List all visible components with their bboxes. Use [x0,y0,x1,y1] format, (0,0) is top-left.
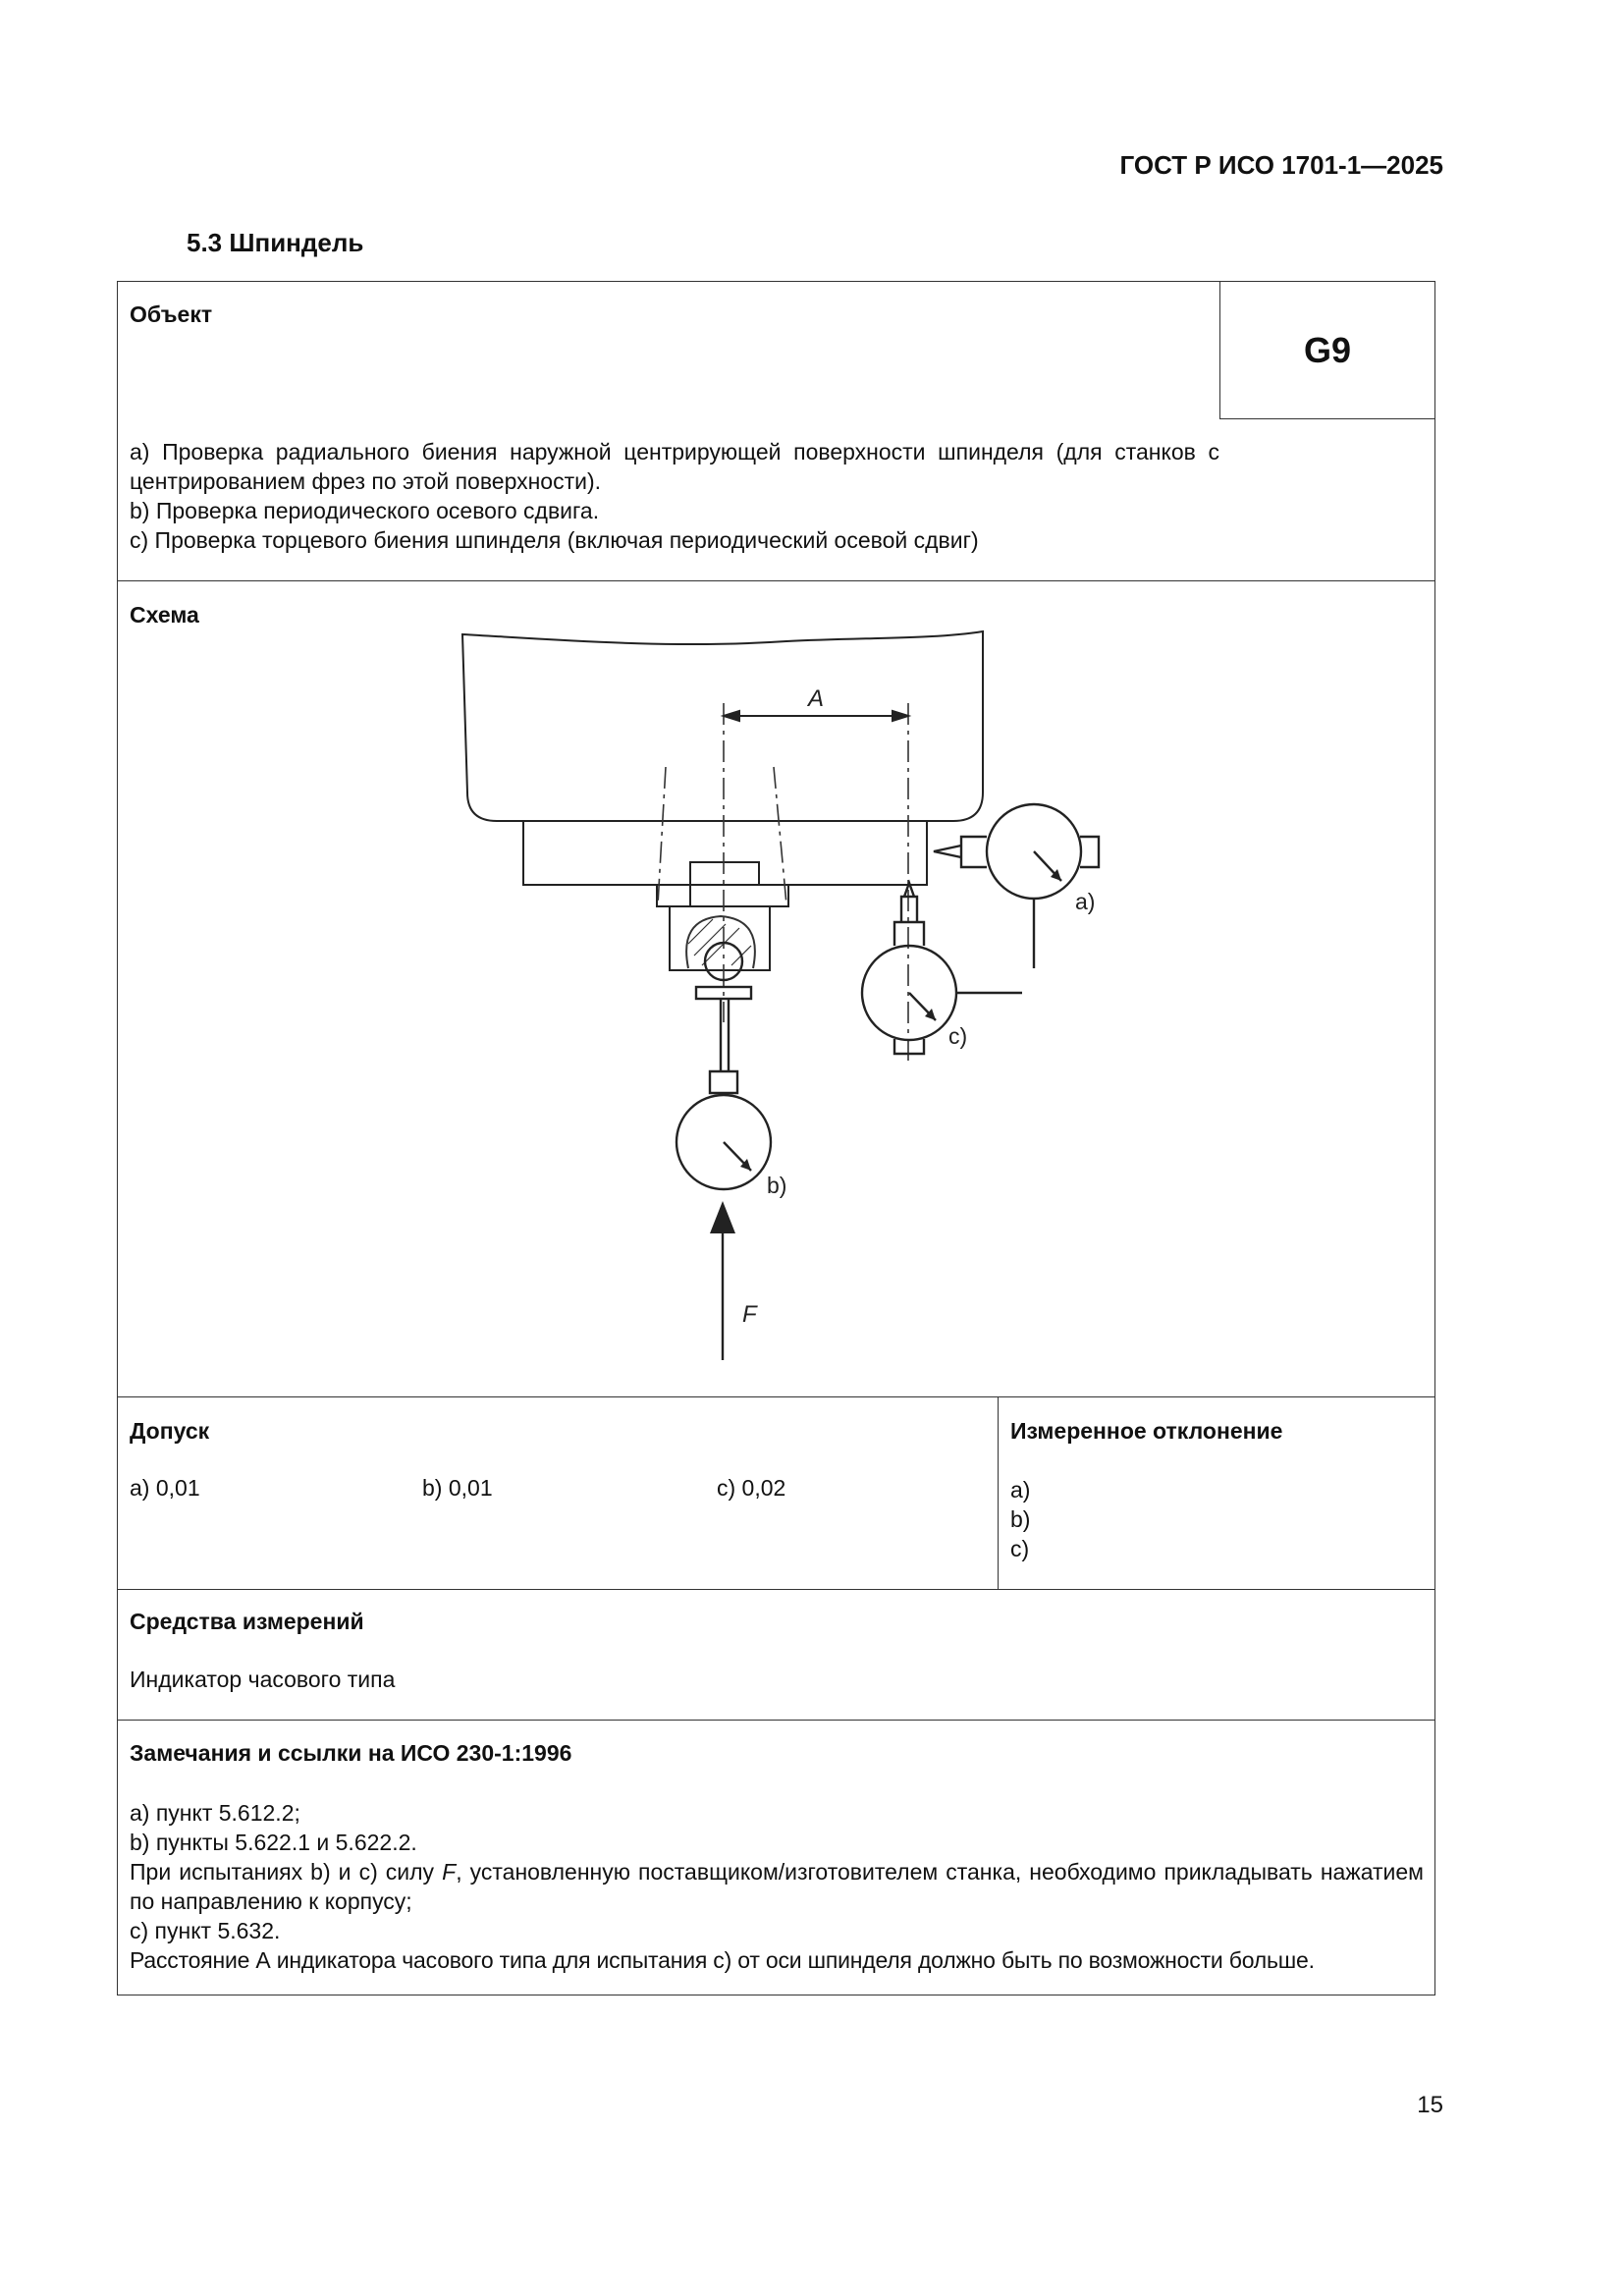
row-divider [118,1720,1434,1721]
notes-line-3: При испытаниях b) и c) силу F, установленную поставщиком/изготовителем станка, необходимо прикладывать нажатием по направлению к корпусу; [130,1859,1424,1914]
measured-deviation-label: Измеренное отклонение [1010,1418,1283,1444]
instruments-label: Средства измерений [130,1609,364,1634]
scheme-label: Схема [130,602,199,628]
tolerance-c: c) 0,02 [717,1475,786,1501]
notes-line-2: b) пункты 5.622.1 и 5.622.2. [130,1830,417,1855]
indicator-c-label: c) [948,1023,968,1049]
notes-label: Замечания и ссылки на ИСО 230-1:1996 [130,1740,572,1766]
dial-indicator-a [934,804,1099,968]
force-label: F [742,1301,757,1328]
indicator-a-label: a) [1075,889,1096,914]
instruments-value: Индикатор часового типа [130,1667,396,1692]
spindle-head-outline [462,631,983,821]
object-item-a: a) Проверка радиального биения наружной центрирующей поверхности шпинделя (для станков с центрированием фрез по этой поверхности). [130,439,1219,494]
column-divider [998,1396,999,1589]
measured-b: b) [1010,1506,1031,1532]
test-card-table [117,281,1435,1995]
dial-indicator-c [862,883,1022,1054]
tolerance-a: a) 0,01 [130,1475,200,1501]
notes-line-4: c) пункт 5.632. [130,1918,281,1943]
measured-a: a) [1010,1477,1031,1503]
section-title: 5.3 Шпиндель [187,228,364,257]
object-label: Объект [130,301,213,327]
page-number: 15 [1417,2092,1443,2118]
object-item-b: b) Проверка периодического осевого сдвига. [130,498,600,523]
dimension-a-label: A [807,685,825,712]
tolerance-label: Допуск [130,1418,210,1444]
document-code: ГОСТ Р ИСО 1701-1—2025 [1119,150,1443,180]
notes-line-1: a) пункт 5.612.2; [130,1800,300,1826]
indicator-b-label: b) [767,1173,787,1198]
object-item-c: c) Проверка торцевого биения шпинделя (включая периодический осевой сдвиг) [130,527,979,553]
test-code: G9 [1303,329,1352,370]
row-divider [118,1396,1434,1397]
scheme-drawing [118,282,1434,1382]
notes-line-5: Расстояние А индикатора часового типа для испытания c) от оси шпинделя должно быть по возможности больше. [130,1947,1315,1973]
spindle-flange [523,821,927,885]
measured-c: c) [1010,1536,1030,1561]
row-divider [118,1589,1434,1590]
dial-indicator-b [676,943,771,1189]
tolerance-b: b) 0,01 [422,1475,493,1501]
